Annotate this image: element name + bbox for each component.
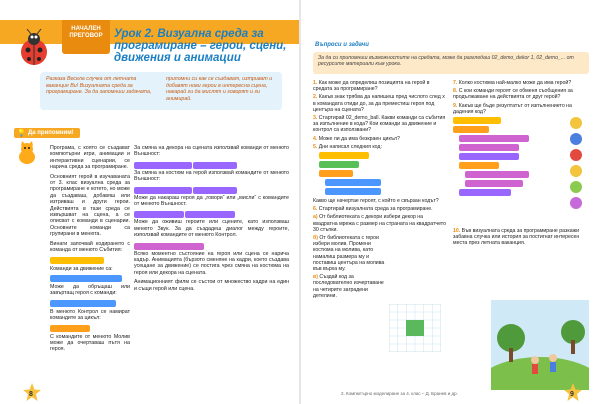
code-block-think bbox=[185, 211, 235, 218]
code-block-next-backdrop bbox=[193, 162, 237, 169]
code-block-turn bbox=[50, 300, 116, 307]
ladybug-mascot-icon bbox=[12, 28, 56, 72]
question-item: 8. С кои команди героят се обменя съобщения за продължаване на действията от друг герой? bbox=[453, 88, 573, 101]
intro-box bbox=[40, 72, 282, 110]
page-number: 8 bbox=[29, 391, 33, 398]
question-item: Какво ще начертае героят, с който е свързан кодът? bbox=[313, 198, 439, 205]
footer-text: 2. Компютърно моделиране за 4. клас – Д. Бранев и др. bbox=[341, 391, 458, 396]
code-block-switch-backdrop bbox=[134, 162, 192, 169]
paragraph: Може да накараш героя да „говори“ или „мисли“ с командите от менюто Външност. bbox=[134, 194, 289, 208]
resources-box: За да си припомниш възможностите на средата, може да разгледаш 02_demo_dekor 1, 02_demo_... от ресурсите материали към урока. bbox=[313, 52, 589, 74]
right-page bbox=[301, 0, 600, 404]
question-item: 6. Стартирай визуалната среда за програмиране. bbox=[313, 206, 433, 213]
paragraph: Анимационният филм се състои от множество кадри на един и същи герой или сцена. bbox=[134, 279, 289, 292]
question-item: б) От библиотеката с герои избери молив. Промени костюма на молива, като намалиш размера му и поставиш центъра на молива във върха му. bbox=[313, 235, 385, 273]
questions-column-1 bbox=[313, 80, 448, 301]
summer-scene-image bbox=[491, 300, 589, 390]
questions-heading: Въпроси и задачи bbox=[315, 42, 369, 48]
section-heading-label: Да припомним! bbox=[28, 130, 74, 136]
left-page bbox=[0, 0, 299, 404]
code-block-say bbox=[134, 211, 184, 218]
paragraph: Основният герой в изучаваната от 3. клас визуална среда за програмиране е котето, но може да създаваш, добавяш или изтриваш и други герои. Действията в тази среда се извършват на сцена, а се описват с команди в сценарии. Основните команди са групирани в менюта. bbox=[50, 173, 130, 238]
paragraph: Всяко моментно състояние на героя или сцена се нарича кадър. Анимацията (бързото сменяне на кадри, което създава усещане за движение) се постига чрез смяна на костюма на героя или декора на сцената. bbox=[134, 250, 289, 276]
page-number: 9 bbox=[570, 391, 574, 398]
section-heading bbox=[14, 128, 80, 138]
paragraph: Команди за движение са: bbox=[50, 265, 113, 272]
intro-right: припомни си как се създават, изтриват и добавят нови герои в интересна сцена, накарай ги да мислят и говорят и ги анимирай. bbox=[166, 76, 273, 102]
paragraph: За смяна на декора на сцената използвай команди от менюто Външност: bbox=[134, 145, 289, 158]
code-snippet bbox=[319, 152, 448, 195]
code-block-move bbox=[50, 275, 122, 282]
question-item: 2. Какъв знак трябва да напишеш пред числото след x в командата отиди до, за да преместиш героя под центъра на сцената? bbox=[313, 94, 445, 113]
paragraph: С командите от менюто Молив може да очертаваш пътя на героя. bbox=[50, 333, 130, 353]
paragraph: В менюто Контрол се намират командите за цикъл: bbox=[50, 308, 130, 322]
question-item: 7. Колко костюма най-малко може да има герой? bbox=[453, 80, 572, 86]
code-snippet bbox=[453, 117, 548, 196]
paragraph: Може да обръщаш или завъртащ героя с команди: bbox=[50, 283, 130, 297]
intro-left: Разказа Весела случка от летната ваканция Ви! Визуалната среда за програмиране. За да запомниш задачата, bbox=[46, 76, 152, 96]
question-item: 1. Как може да определиш позицията на герой в средата за програмиране? bbox=[313, 80, 430, 93]
question-item: в) Създай код за последователно изчертаване на четирите заградени детелини. bbox=[313, 274, 384, 299]
code-block-switch-costume bbox=[134, 187, 192, 194]
question-item: 3. Стартирай 02_demo_ball. Какви команди са събития за изпълнение в кода? Кои команди за движение и контрол са използвани? bbox=[313, 115, 446, 134]
code-block-repeat bbox=[50, 325, 90, 332]
lesson-title: Урок 2. Визуална среда за програмиране – герои, сцени, движения и анимации bbox=[114, 28, 287, 64]
code-block-sound bbox=[134, 243, 204, 250]
paragraph: Винаги започвай кодирането с команда от менюто Събития: bbox=[50, 240, 130, 254]
question-item: 4. Може ли да има безкраен цикъл? bbox=[313, 135, 400, 142]
code-block-when-flag bbox=[50, 257, 104, 264]
paragraph: Може да оживиш героите или сцените, като използваш менюто Звук. За да създадеш диалог между героите, използвай командите от менюто Контрол. bbox=[134, 219, 289, 239]
lightbulb-icon: 💡 bbox=[17, 130, 26, 137]
question-item: 5. Дни написал следния код: bbox=[313, 143, 382, 150]
question-item: 10. Във визуалната среда за програмиране разкажи забавна случка или история за постигнат интересен места през летната ваканция. bbox=[453, 228, 580, 247]
left-column-2 bbox=[134, 145, 289, 295]
paragraph: Програма, с която се създават компютърни игри, анимации и интерактивни сценарии, се нарича среда за програмиране. bbox=[50, 145, 130, 171]
question-item: 9. Какъв ще бъде резултатът от изпълнението на дадения код? bbox=[453, 102, 572, 115]
code-block-next-costume bbox=[193, 187, 237, 194]
grid-clover-image bbox=[389, 304, 441, 352]
paragraph: За смяна на костюм на герой използвай командите от менюто Външност: bbox=[134, 169, 289, 183]
section-tab: НАЧАЛЕН ПРЕГОВОР bbox=[62, 20, 110, 54]
question-item: а) От библиотеката с декори избери декор на квадратна мрежа с размер на страната на квадратчето 30 стъпки. bbox=[313, 214, 447, 233]
color-spheres-image bbox=[561, 115, 591, 211]
left-column-1 bbox=[50, 145, 130, 356]
scratch-cat-icon bbox=[14, 140, 40, 166]
